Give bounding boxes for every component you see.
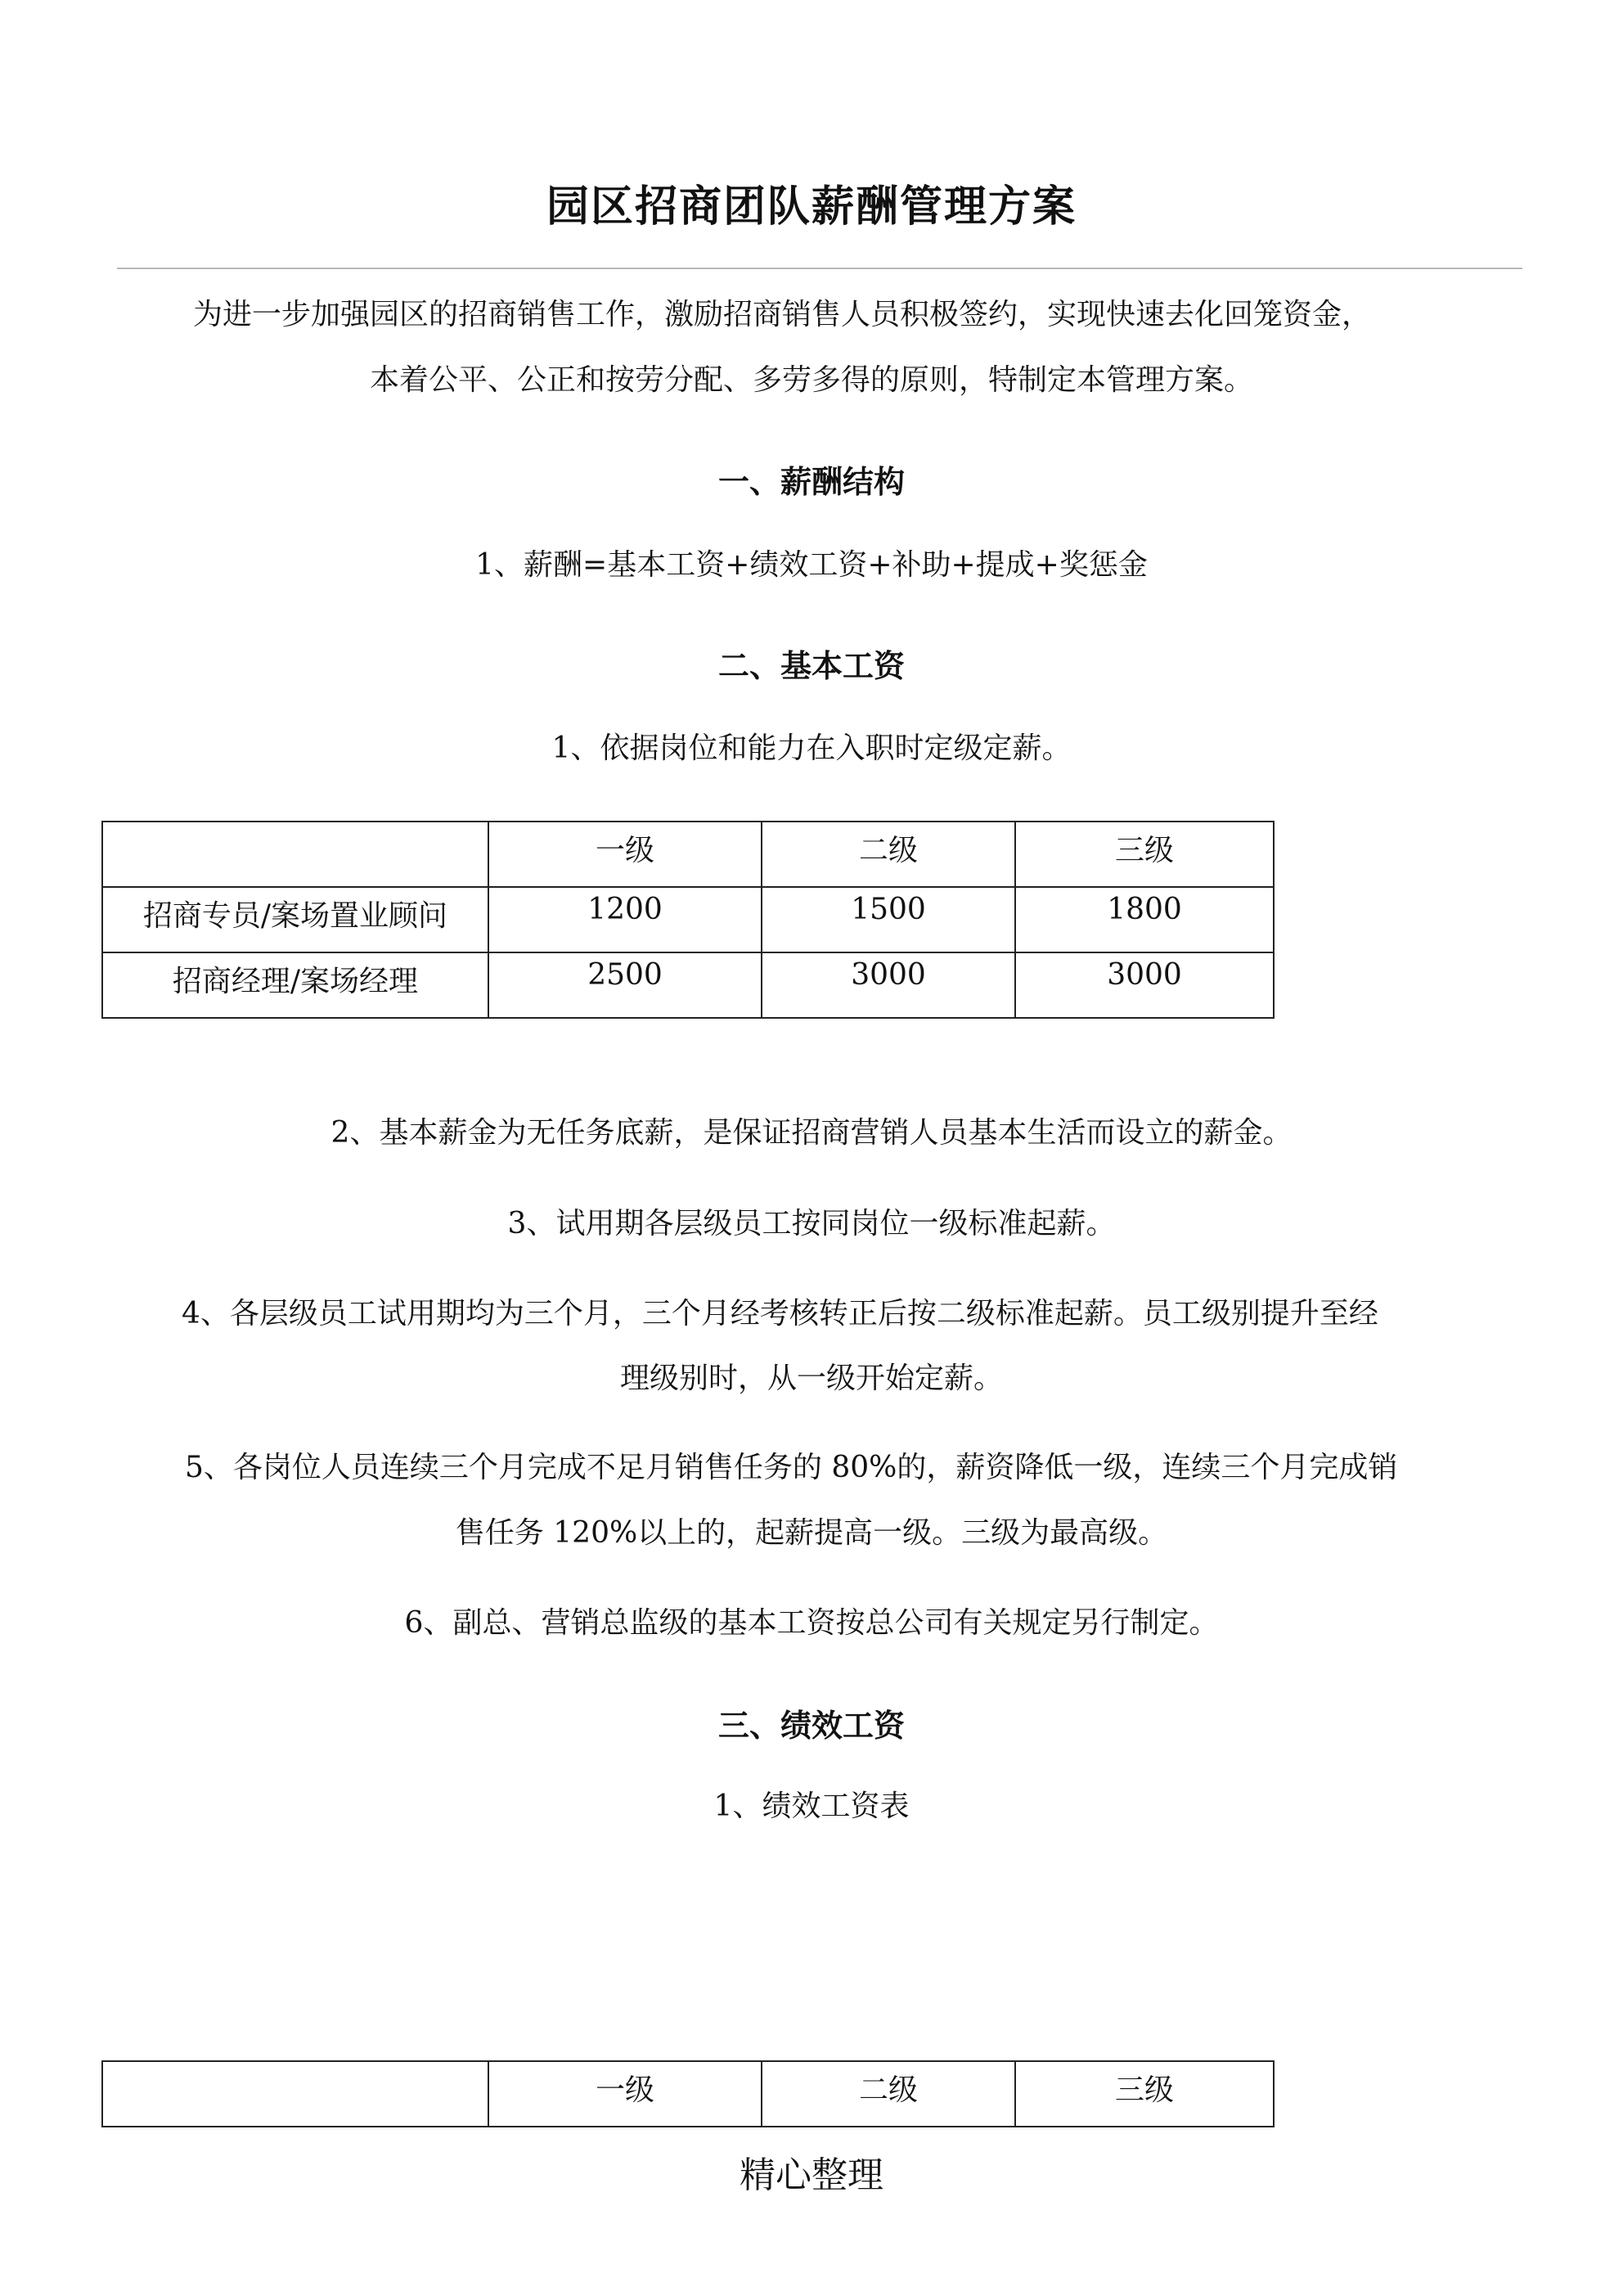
table-cell: 招商专员/案场置业顾问 <box>102 887 488 952</box>
table-cell: 1800 <box>1015 887 1274 952</box>
table-row <box>102 952 1274 1018</box>
base-salary-item-6: 6、副总、营销总监级的基本工资按总公司有关规定另行制定。 <box>404 1606 1219 1640</box>
section-heading-base-salary: 二、基本工资 <box>717 648 905 684</box>
base-salary-item-1: 1、依据岗位和能力在入职时定级定薪。 <box>551 732 1072 765</box>
table-header-row <box>102 822 1274 887</box>
table-header-cell: 一级 <box>488 2061 762 2127</box>
table-header-cell: 一级 <box>488 822 762 887</box>
table-cell: 招商经理/案场经理 <box>102 952 488 1018</box>
base-salary-table <box>101 821 1275 1019</box>
page-footer: 精心整理 <box>740 2154 883 2196</box>
base-salary-item-5-line-1: 5、各岗位人员连续三个月完成不足月销售任务的 80%的，薪资降低一级，连续三个月完成销 <box>185 1451 1398 1484</box>
base-salary-item-4-line-2: 理级别时，从一级开始定薪。 <box>619 1362 1003 1395</box>
base-salary-item-3: 3、试用期各层级员工按同岗位一级标准起薪。 <box>507 1207 1116 1240</box>
table-header-cell <box>102 822 488 887</box>
base-salary-item-2: 2、基本薪金为无任务底薪，是保证招商营销人员基本生活而设立的薪金。 <box>330 1116 1293 1150</box>
table-header-cell: 三级 <box>1015 822 1274 887</box>
intro-line-1: 为进一步加强园区的招商销售工作，激励招商销售人员积极签约，实现快速去化回笼资金， <box>193 298 1372 331</box>
table-cell: 1500 <box>762 887 1015 952</box>
base-salary-item-5-line-2: 售任务 120%以上的，起薪提高一级。三级为最高级。 <box>455 1516 1168 1550</box>
table-cell: 1200 <box>488 887 762 952</box>
table-header-cell <box>102 2061 488 2127</box>
base-salary-item-4-line-1: 4、各层级员工试用期均为三个月，三个月经考核转正后按二级标准起薪。员工级别提升至经 <box>182 1297 1378 1330</box>
section-heading-performance-salary: 三、绩效工资 <box>717 1708 905 1744</box>
intro-line-2: 本着公平、公正和按劳分配、多劳多得的原则，特制定本管理方案。 <box>369 363 1253 397</box>
section-heading-salary-structure: 一、薪酬结构 <box>717 464 905 500</box>
table-header-cell: 二级 <box>762 2061 1015 2127</box>
table-header-cell: 三级 <box>1015 2061 1274 2127</box>
performance-salary-table <box>101 2060 1275 2127</box>
table-cell: 2500 <box>488 952 762 1018</box>
table-header-row <box>102 2061 1274 2127</box>
salary-formula: 1、薪酬=基本工资+绩效工资+补助+提成+奖惩金 <box>475 548 1148 582</box>
performance-salary-item-1: 1、绩效工资表 <box>713 1790 910 1823</box>
document-title: 园区招商团队薪酬管理方案 <box>546 182 1077 232</box>
table-header-cell: 二级 <box>762 822 1015 887</box>
table-row <box>102 887 1274 952</box>
table-cell: 3000 <box>762 952 1015 1018</box>
title-divider <box>117 268 1522 269</box>
table-cell: 3000 <box>1015 952 1274 1018</box>
